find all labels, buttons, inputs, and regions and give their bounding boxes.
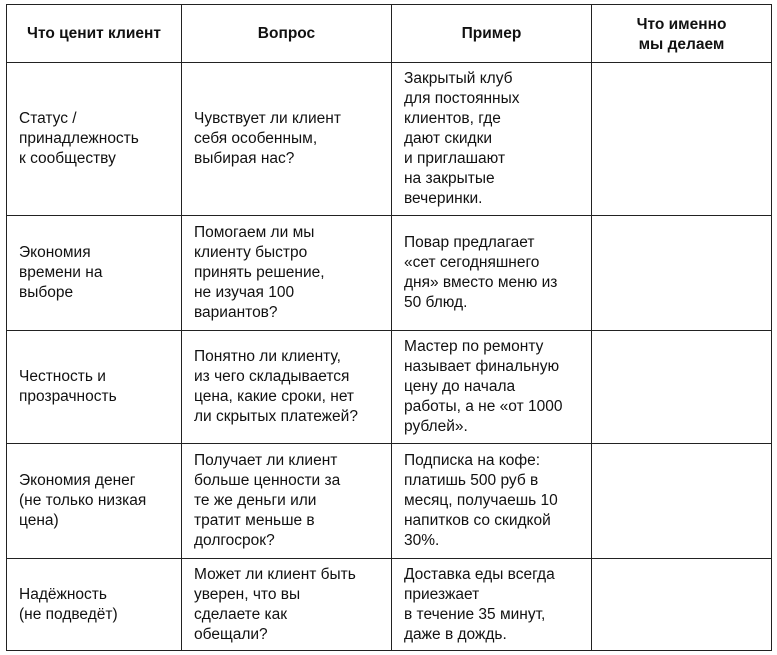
table-row: [7, 444, 772, 559]
cell-example: Повар предлагает «сет сегодняшнего дня» вместо меню из 50 блюд.: [392, 216, 592, 331]
cell-what-we-do: [592, 331, 772, 444]
header-example: Пример: [392, 5, 592, 63]
table-row: [7, 216, 772, 331]
cell-client-value: Экономия времени на выборе: [7, 216, 182, 331]
cell-client-value: Экономия денег (не только низкая цена): [7, 444, 182, 559]
cell-what-we-do: [592, 216, 772, 331]
header-question: Вопрос: [182, 5, 392, 63]
header-client-value: Что ценит клиент: [7, 5, 182, 63]
value-table: [6, 4, 772, 651]
cell-example: Доставка еды всегда приезжает в течение 35 минут, даже в дождь.: [392, 559, 592, 651]
table-row: [7, 63, 772, 216]
cell-client-value: Статус / принадлежность к сообществу: [7, 63, 182, 216]
table-row: [7, 559, 772, 651]
cell-client-value: Честность и прозрачность: [7, 331, 182, 444]
header-row: [7, 5, 772, 63]
header-what-we-do: Что именно мы делаем: [592, 5, 772, 63]
cell-example: Закрытый клуб для постоянных клиентов, где дают скидки и приглашают на закрытые вечеринки.: [392, 63, 592, 216]
cell-question: Может ли клиент быть уверен, что вы сделаете как обещали?: [182, 559, 392, 651]
table-row: [7, 331, 772, 444]
cell-question: Помогаем ли мы клиенту быстро принять решение, не изучая 100 вариантов?: [182, 216, 392, 331]
cell-example: Мастер по ремонту называет финальную цену до начала работы, а не «от 1000 рублей».: [392, 331, 592, 444]
cell-question: Чувствует ли клиент себя особенным, выбирая нас?: [182, 63, 392, 216]
cell-what-we-do: [592, 63, 772, 216]
cell-question: Понятно ли клиенту, из чего складывается цена, какие сроки, нет ли скрытых платежей?: [182, 331, 392, 444]
cell-what-we-do: [592, 559, 772, 651]
cell-what-we-do: [592, 444, 772, 559]
cell-example: Подписка на кофе: платишь 500 руб в месяц, получаешь 10 напитков со скидкой 30%.: [392, 444, 592, 559]
cell-question: Получает ли клиент больше ценности за те же деньги или тратит меньше в долгосрок?: [182, 444, 392, 559]
cell-client-value: Надёжность (не подведёт): [7, 559, 182, 651]
